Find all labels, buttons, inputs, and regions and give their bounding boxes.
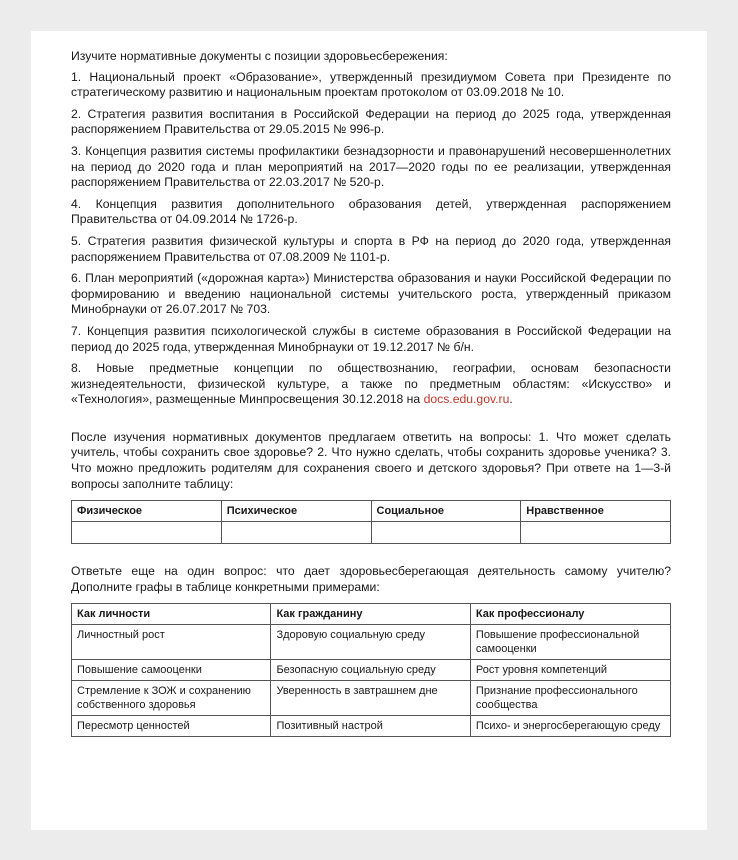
empty-cell [221, 522, 371, 544]
table-row [72, 522, 671, 544]
empty-cell [521, 522, 671, 544]
list-item: 5. Стратегия развития физической культуры и спорта в РФ на период до 2020 года, утвержденная распоряжением Правительства от 07.08.2009 № 1101-р. [71, 233, 671, 264]
list-item: 3. Концепция развития системы профилактики безнадзорности и правонарушений несовершеннолетних на период до 2020 года и план мероприятий на 2017—2020 годы по ее реализации, утвержденная распоряжением Правительства от 22.03.2017 № 520-р. [71, 143, 671, 190]
table-cell: Личностный рост [72, 625, 271, 660]
table-row [72, 660, 671, 681]
column-header: Физическое [72, 501, 222, 522]
table-cell: Здоровую социальную среду [271, 625, 470, 660]
list-item: 7. Концепция развития психологической службы в системе образования в Российской Федерации на период до 2025 года, утвержденная Минобрнауки от 19.12.2017 № б/н. [71, 323, 671, 354]
document-content [71, 49, 671, 737]
table-header-row [72, 501, 671, 522]
column-header: Психическое [221, 501, 371, 522]
empty-cell [371, 522, 521, 544]
docs-link[interactable]: docs.edu.gov.ru [423, 392, 510, 407]
table-header-row [72, 604, 671, 625]
column-header: Как профессионалу [470, 604, 670, 625]
list-item: 4. Концепция развития дополнительного образования детей, утвержденная распоряжением Правительства от 04.09.2014 № 1726-р. [71, 196, 671, 227]
table-cell: Психо- и энергосберегающую среду [470, 716, 670, 737]
table-cell: Позитивный настрой [271, 716, 470, 737]
table-cell: Стремление к ЗОЖ и сохранению собственного здоровья [72, 681, 271, 716]
column-header: Социальное [371, 501, 521, 522]
table-cell: Уверенность в завтрашнем дне [271, 681, 470, 716]
table-cell: Признание профессионального сообщества [470, 681, 670, 716]
list-item: 2. Стратегия развития воспитания в Российской Федерации на период до 2025 года, утвержденная распоряжением Правительства от 29.05.2015 № 996-р. [71, 106, 671, 137]
column-header: Как гражданину [271, 604, 470, 625]
list-item: 1. Национальный проект «Образование», утвержденный президиумом Совета при Президенте по стратегическому развитию и национальным проектам протоколом от 03.09.2018 № 10. [71, 69, 671, 100]
intro-text: Изучите нормативные документы с позиции здоровьесбережения: [71, 49, 448, 63]
table-row [72, 716, 671, 737]
table-row [72, 681, 671, 716]
table-row [72, 625, 671, 660]
table-cell: Повышение самооценки [72, 660, 271, 681]
table-cell: Безопасную социальную среду [271, 660, 470, 681]
list-item-tail: . [509, 392, 513, 407]
list-item: 6. План мероприятий («дорожная карта») Министерства образования и науки Российской Федерации по формированию и введению национальной системы учительского роста, утвержденный приказом Минобрнауки от 26.07.2017 № 703. [71, 271, 671, 317]
list-item [71, 361, 671, 408]
column-header: Нравственное [521, 501, 671, 522]
column-header: Как личности [72, 604, 271, 625]
question-paragraph: Ответьте еще на один вопрос: что дает здоровьесберегающая деятельность самому учителю? Дополните графы в таблице конкретными примерами: [71, 564, 671, 594]
table-cell: Рост уровня компетенций [470, 660, 670, 681]
empty-cell [72, 522, 222, 544]
document-page [31, 31, 707, 830]
health-table [71, 500, 671, 544]
list-item-text: 8. Новые предметные концепции по обществознанию, географии, основам безопасности жизнедеятельности, физической культуре, а также по предметным областям: «Искусство» и «Технология», размещенные Минпросвещения 30.12.2018 на [71, 361, 671, 407]
question-paragraph: После изучения нормативных документов предлагаем ответить на вопросы: 1. Что может сделать учитель, чтобы сохранить свое здоровье? 2. Что нужно сделать, чтобы сохранить здоровье ученика? 3. Что можно предложить родителям для сохранения своего и детского здоровья? При ответе на 1—3-й вопросы заполните таблицу: [71, 429, 671, 491]
benefits-table [71, 603, 671, 737]
table-cell: Пересмотр ценностей [72, 716, 271, 737]
table-cell: Повышение профессиональной самооценки [470, 625, 670, 660]
